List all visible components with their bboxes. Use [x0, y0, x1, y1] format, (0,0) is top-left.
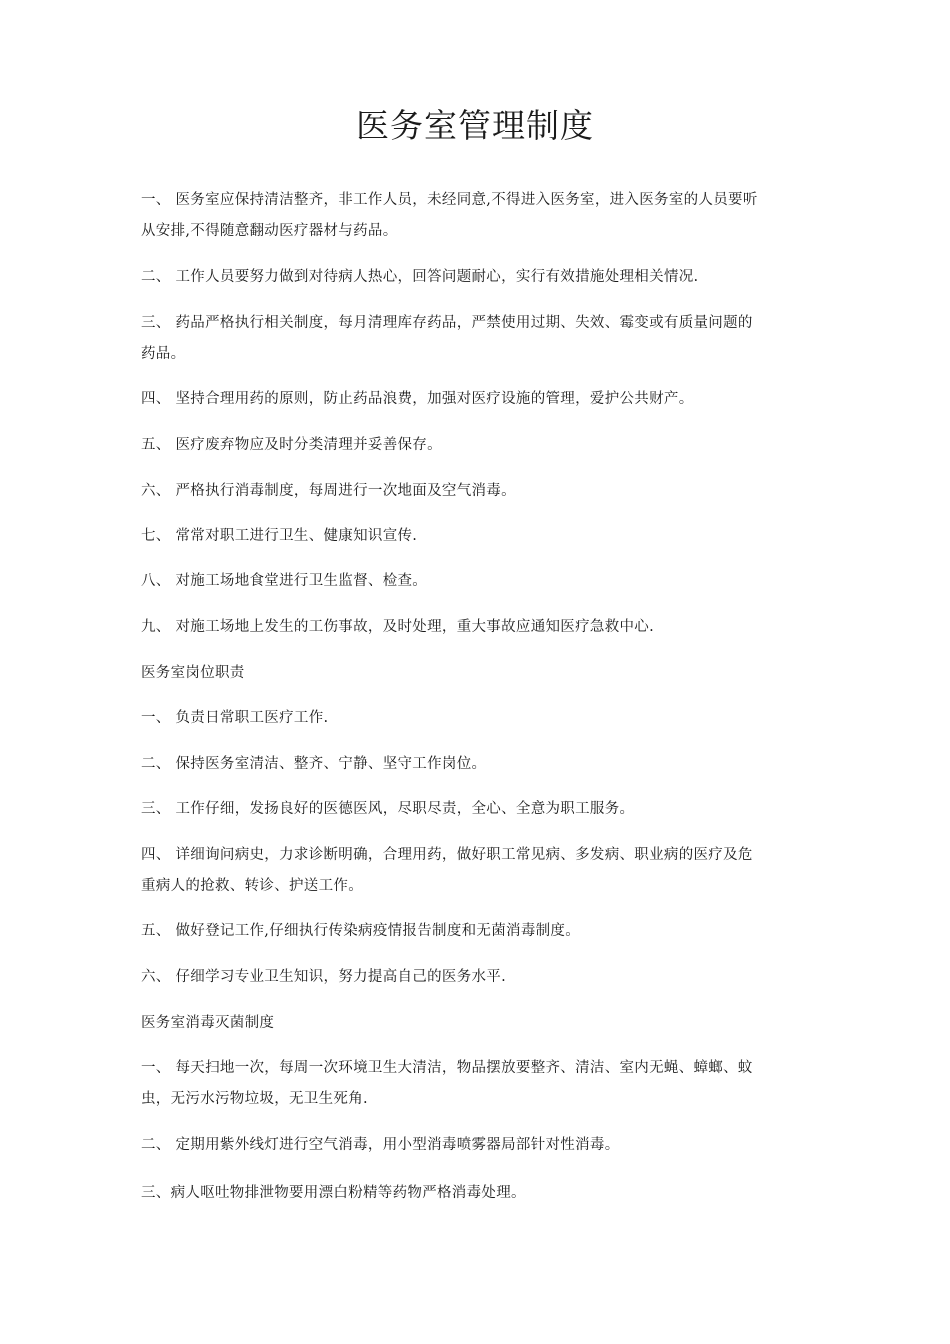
- rule-paragraph-7: 七、 常常对职工进行卫生、健康知识宣传.: [141, 528, 418, 544]
- duty-paragraph-3: 三、 工作仔细，发扬良好的医德医风，尽职尽责，全心、全意为职工服务。: [141, 801, 635, 817]
- duty-paragraph-1: 一、 负责日常职工医疗工作.: [141, 710, 329, 726]
- document-title: 医务室管理制度: [356, 106, 594, 145]
- section-heading-duties: 医务室岗位职责: [141, 665, 245, 681]
- rule-paragraph-2: 二、 工作人员要努力做到对待病人热心，回答问题耐心，实行有效措施处理相关情况.: [141, 269, 699, 285]
- rule-paragraph-6: 六、 严格执行消毒制度，每周进行一次地面及空气消毒。: [141, 483, 516, 499]
- disinfection-paragraph-3: 三、病人呕吐物排泄物要用漂白粉精等药物严格消毒处理。: [141, 1185, 526, 1201]
- duty-paragraph-2: 二、 保持医务室清洁、整齐、宁静、坚守工作岗位。: [141, 756, 487, 772]
- duty-paragraph-4: 四、 详细询问病史，力求诊断明确，合理用药，做好职工常见病、多发病、职业病的医疗及危重病人的抢救、转诊、护送工作。: [141, 847, 753, 894]
- rule-paragraph-3: 三、 药品严格执行相关制度，每月清理库存药品，严禁使用过期、失效、霉变或有质量问题的药品。: [141, 315, 753, 362]
- rule-paragraph-1: 一、 医务室应保持清洁整齐，非工作人员，未经同意,不得进入医务室，进入医务室的人员要听从安排,不得随意翻动医疗器材与药品。: [141, 192, 758, 239]
- section-heading-disinfection: 医务室消毒灭菌制度: [141, 1015, 275, 1031]
- duty-paragraph-6: 六、 仔细学习专业卫生知识，努力提高自己的医务水平.: [141, 969, 507, 985]
- rule-paragraph-8: 八、 对施工场地食堂进行卫生监督、检查。: [141, 573, 428, 589]
- disinfection-paragraph-1: 一、 每天扫地一次，每周一次环境卫生大清洁，物品摆放要整齐、清洁、室内无蝇、蟑螂、蚊虫，无污水污物垃圾，无卫生死角.: [141, 1060, 753, 1107]
- disinfection-paragraph-2: 二、 定期用紫外线灯进行空气消毒，用小型消毒喷雾器局部针对性消毒。: [141, 1137, 620, 1153]
- rule-paragraph-5: 五、 医疗废弃物应及时分类清理并妥善保存。: [141, 437, 442, 453]
- rule-paragraph-9: 九、 对施工场地上发生的工伤事故，及时处理，重大事故应通知医疗急救中心.: [141, 619, 655, 635]
- rule-paragraph-4: 四、 坚持合理用药的原则，防止药品浪费，加强对医疗设施的管理，爱护公共财产。: [141, 391, 694, 407]
- duty-paragraph-5: 五、 做好登记工作,仔细执行传染病疫情报告制度和无菌消毒制度。: [141, 923, 581, 939]
